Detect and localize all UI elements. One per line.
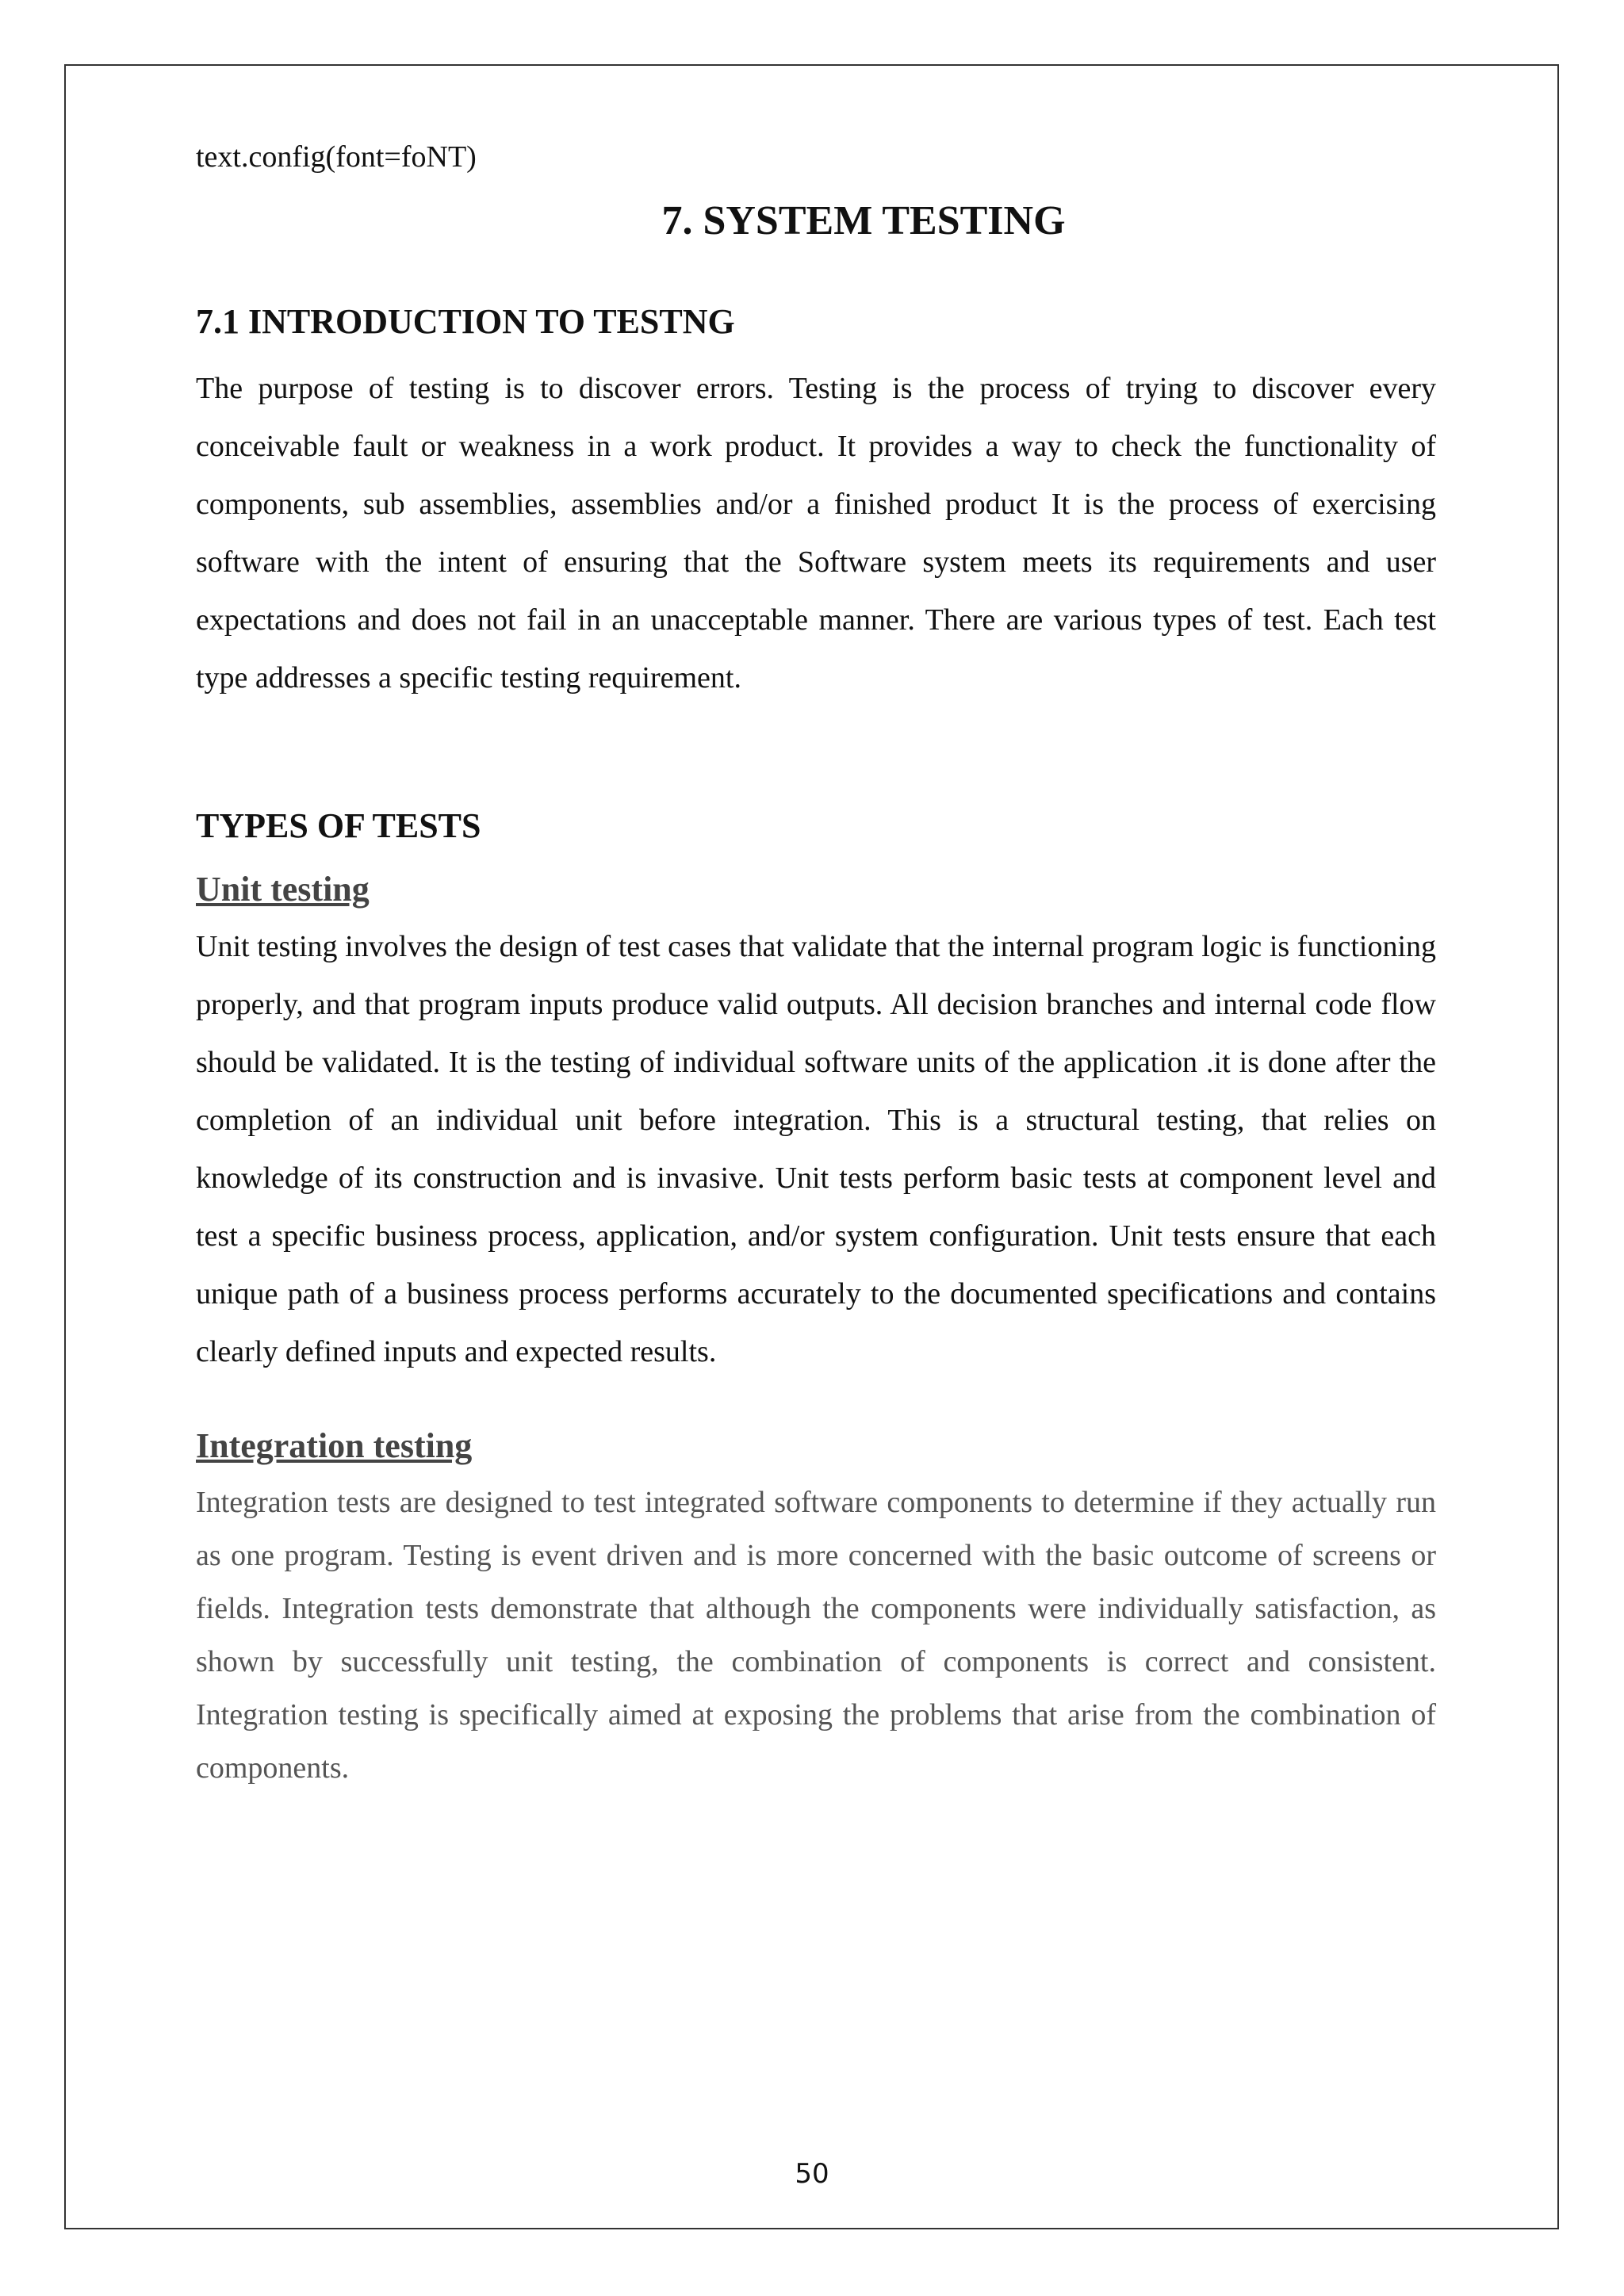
page-number: 50 (795, 2158, 829, 2190)
chapter-title: 7. SYSTEM TESTING (661, 198, 1066, 243)
integration-testing-paragraph: Integration tests are designed to test integrated software components to determine if they actually run as one program. Testing is event driven and is more concerned with the basic outcome of screens or fields. Integration tests demonstrate that although the components were individually satisfaction, as shown by successfully unit testing, the combination of components is correct and consistent. Integration testing is specifically aimed at exposing the problems that arise from the combination of components. (196, 1486, 1436, 1785)
page-content (196, 135, 1436, 1795)
types-of-tests-heading: TYPES OF TESTS (196, 806, 481, 845)
code-line: text.config(font=foNT) (196, 140, 477, 174)
section-title-introduction: 7.1 INTRODUCTION TO TESTNG (196, 302, 735, 341)
integration-testing-heading: Integration testing (196, 1426, 473, 1465)
unit-testing-paragraph: Unit testing involves the design of test cases that validate that the internal program logic is functioning properly, and that program inputs produce valid outputs. All decision branches and internal code flow should be validated. It is the testing of individual software units of the application .it is done after the completion of an individual unit before integration. This is a structural testing, that relies on knowledge of its construction and is invasive. Unit tests perform basic tests at component level and test a specific business process, application, and/or system configuration. Unit tests ensure that each unique path of a business process performs accurately to the documented specifications and contains clearly defined inputs and expected results. (196, 930, 1436, 1368)
unit-testing-heading: Unit testing (196, 870, 370, 909)
introduction-paragraph: The purpose of testing is to discover errors. Testing is the process of trying to discover every conceivable fault or weakness in a work product. It provides a way to check the functionality of components, sub assemblies, assemblies and/or a finished product It is the process of exercising software with the intent of ensuring that the Software system meets its requirements and user expectations and does not fail in an unacceptable manner. There are various types of test. Each test type addresses a specific testing requirement. (196, 372, 1436, 695)
